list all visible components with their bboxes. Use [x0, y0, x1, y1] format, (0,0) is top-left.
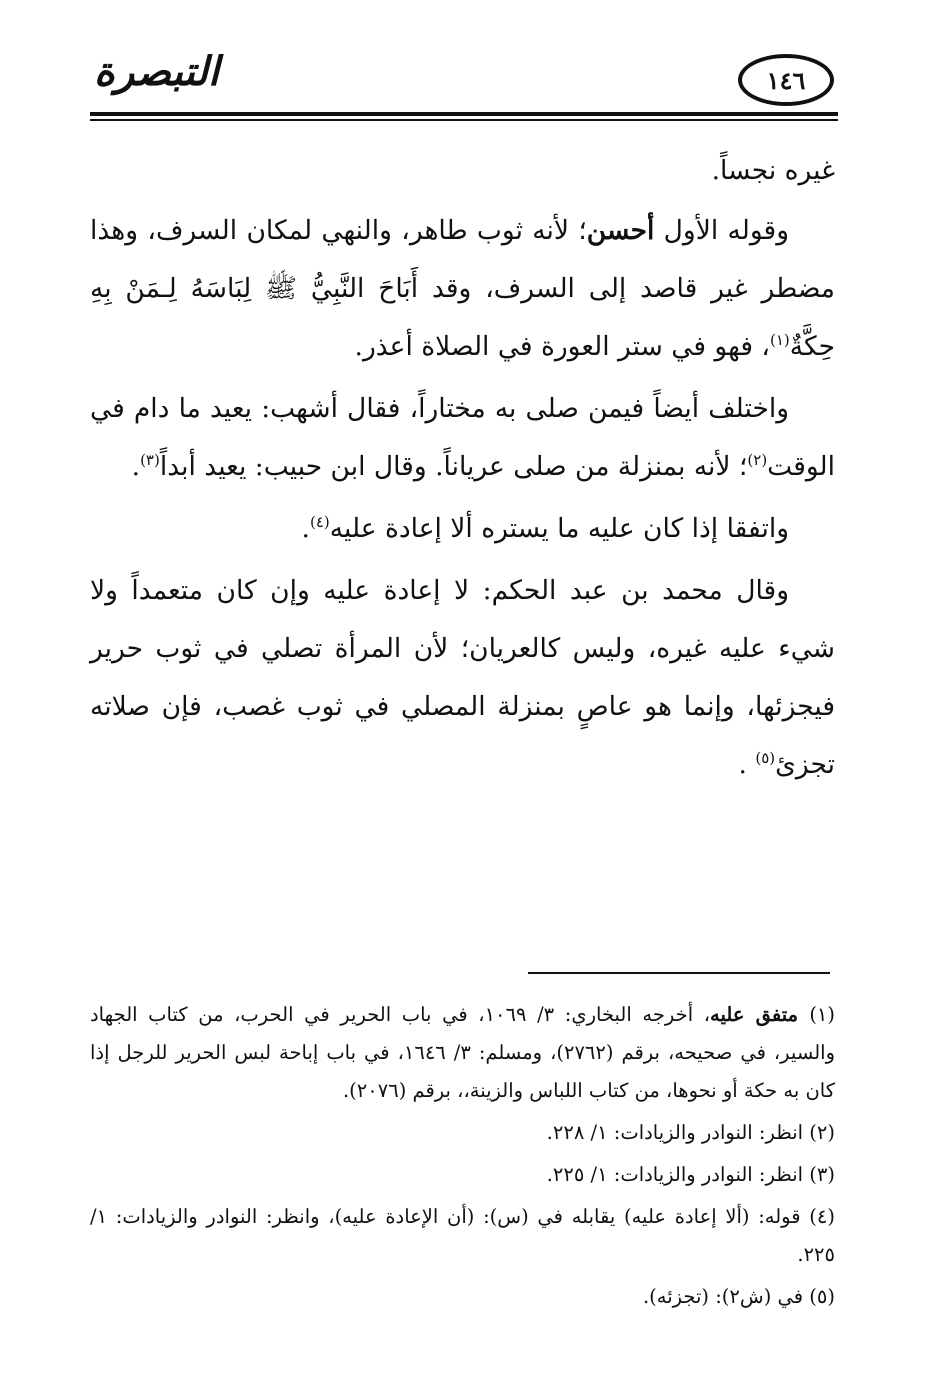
paragraph-5-text-a: وقال محمد بن عبد الحكم: لا إعادة عليه وإن كان متعمداً ولا شيء عليه غيره، وليس كالعريان؛ لأن المرأة تصلي في ثوب حرير فيجزئها، وإنما هو عاصٍ بمنزلة المصلي في ثوب غصب، فإن صلاته تجزئ [90, 575, 835, 780]
paragraph-1-text: غيره نجساً. [711, 155, 835, 186]
footnote-ref-5: (٥) [755, 749, 776, 768]
paragraph-5-text-b: . [738, 749, 756, 780]
paragraph-2-text-c: ؛ لأنه ثوب طاهر، والنهي لمكان السرف، وهذا مضطر غير قاصد إلى السرف، وقد أَبَاحَ النَّبِيُّ ﷺ لِبَاسَهُ لِـمَنْ بِهِ حِكَّةٌ [90, 215, 835, 362]
header-rule-thin [90, 119, 838, 121]
footnote-ref-4: (٤) [309, 513, 330, 532]
paragraph-3 [90, 380, 835, 496]
page-header [90, 44, 838, 124]
paragraph-4-text-b: . [301, 513, 310, 544]
footnote-ref-1: (١) [769, 331, 790, 350]
paragraph-3-text-b: ؛ لأنه بمنزلة من صلى عرياناً. وقال ابن حبيب: يعيد أبداً [159, 451, 748, 482]
paragraph-3-text-c: . [131, 451, 141, 482]
footnote-1-bold: متفق عليه [710, 1003, 810, 1026]
footnote-1 [90, 996, 835, 1110]
footnote-separator [528, 972, 830, 974]
footnote-2: (٢) انظر: النوادر والزيادات: ١/ ٢٢٨. [546, 1121, 835, 1144]
footnotes [90, 996, 835, 1320]
page-number-label: ١٤٦ [766, 65, 806, 95]
paragraph-2 [90, 202, 835, 376]
footnote-1-text: ، أخرجه البخاري: ٣/ ١٠٦٩، في باب الحرير في الحرب، من كتاب الجهاد والسير، في صحيحه، برقم (٢٧٦٢)، ومسلم: ٣/ ١٦٤٦، في باب إباحة لبس الحرير للرجل إذا كان به حكة أو نحوها، من كتاب اللباس والزينة،، برقم (٢٠٧٦). [90, 1003, 835, 1102]
paragraph-4 [90, 500, 835, 558]
paragraph-1 [90, 142, 835, 200]
paragraph-4-text-a: واتفقا إذا كان عليه ما يستره ألا إعادة عليه [329, 513, 789, 544]
book-title: التبصرة [94, 48, 220, 95]
paragraph-3-text-a: واختلف أيضاً فيمن صلى به مختاراً، فقال أشهب: يعيد ما دام في الوقت [90, 393, 835, 482]
paragraph-2-bold: أحسن [586, 215, 655, 246]
footnote-3: (٣) انظر: النوادر والزيادات: ١/ ٢٢٥. [546, 1163, 835, 1186]
footnote-ref-3: (٣) [140, 451, 160, 470]
footnote-4: (٤) قوله: (ألا إعادة عليه) يقابله في (س): (أن الإعادة عليه)، وانظر: النوادر والزيادات: ١/ ٢٢٥. [90, 1205, 835, 1266]
footnote-5: (٥) في (ش٢): (تجزئه). [642, 1285, 835, 1308]
paragraph-5 [90, 562, 835, 794]
footnote-1-number: (١) [809, 1003, 836, 1026]
page-number [738, 54, 834, 106]
paragraph-2-text-d: ، فهو في ستر العورة في الصلاة أعذر. [354, 331, 770, 362]
main-text [90, 142, 835, 798]
footnote-ref-2: (٢) [747, 451, 768, 470]
paragraph-2-text-a: وقوله الأول [654, 215, 789, 246]
header-rule [90, 112, 838, 116]
